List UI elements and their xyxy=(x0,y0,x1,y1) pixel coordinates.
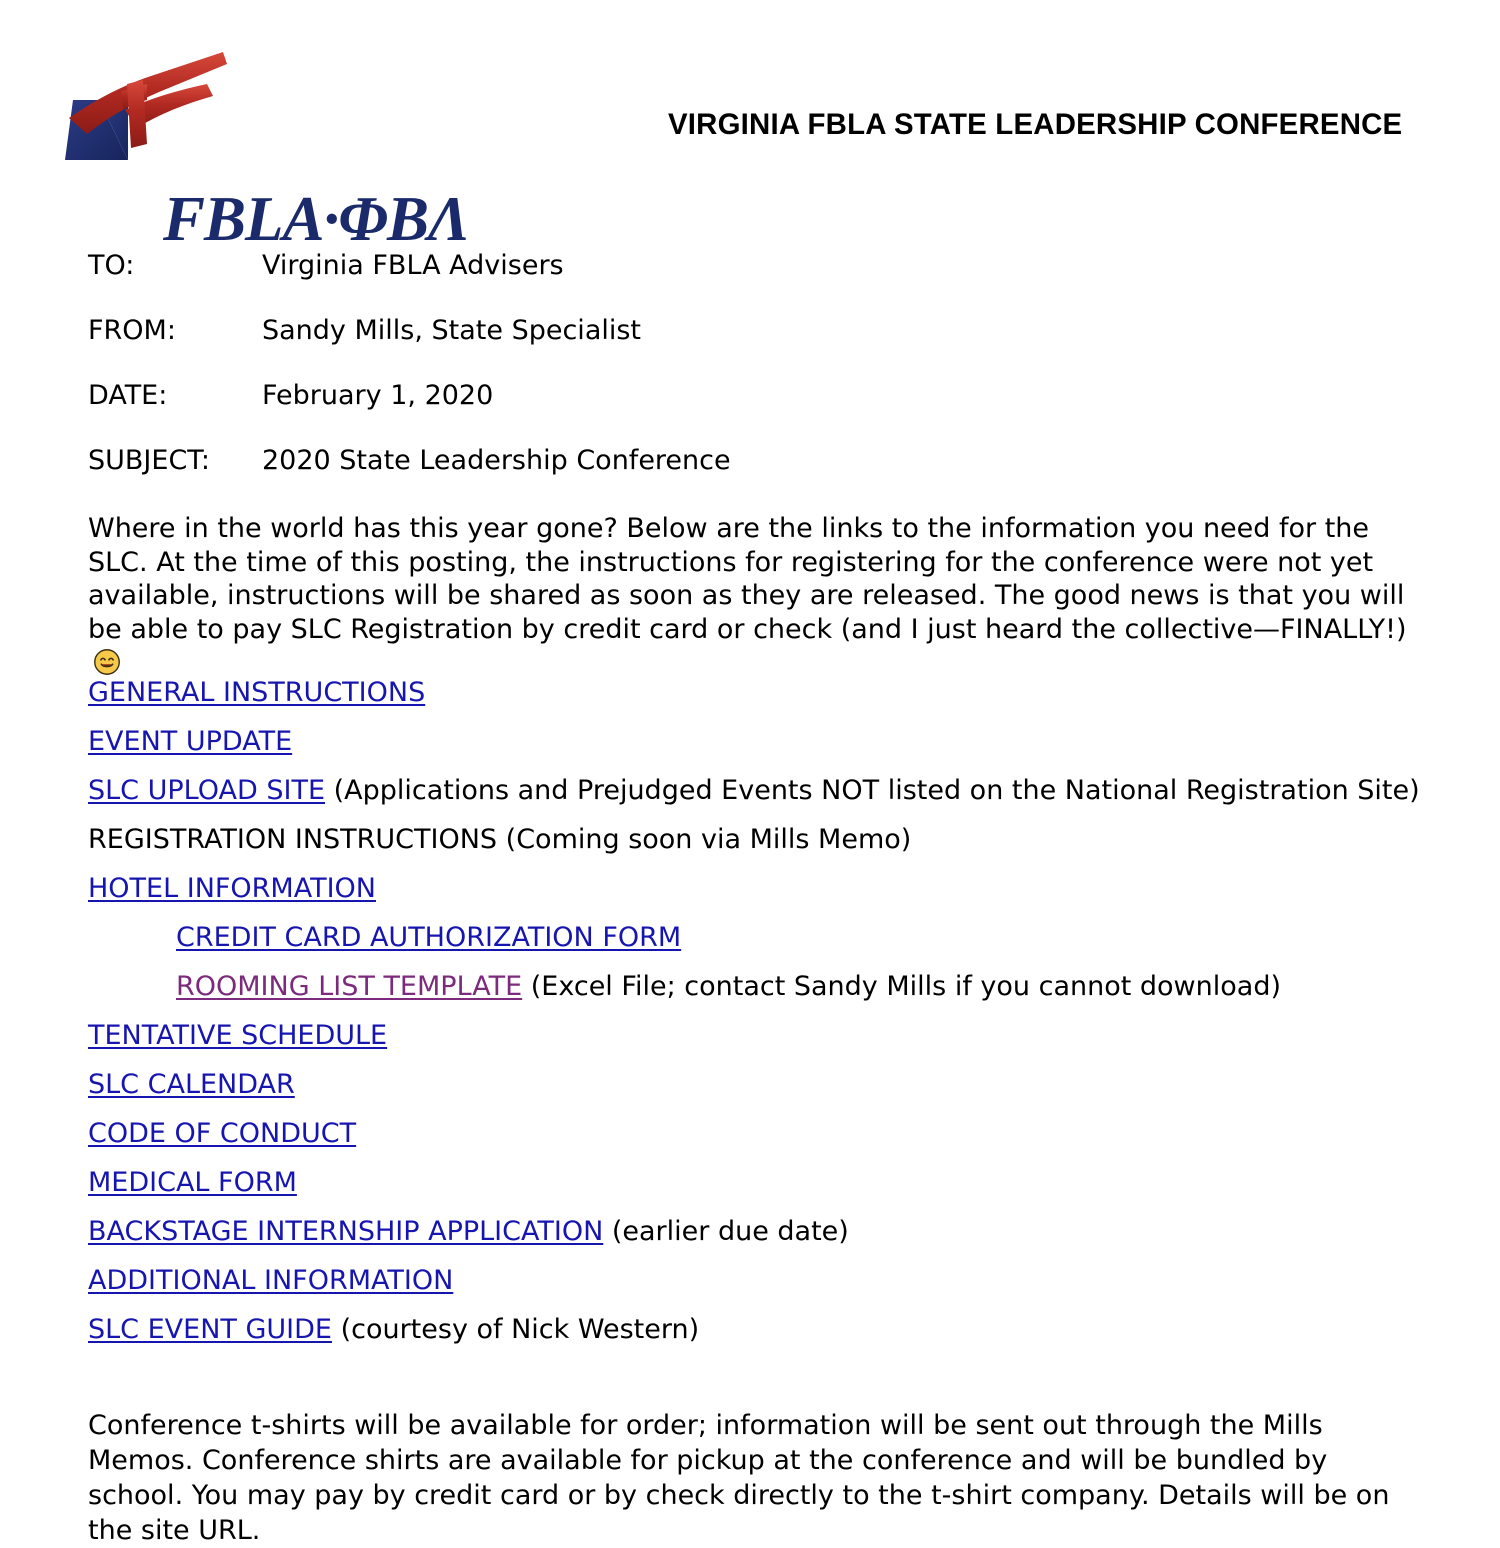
resource-links-list xyxy=(88,678,1418,1364)
link-tentative-schedule[interactable]: TENTATIVE SCHEDULE xyxy=(88,1020,388,1051)
memo-label-date: DATE: xyxy=(88,380,168,411)
link-additional-information[interactable]: ADDITIONAL INFORMATION xyxy=(88,1265,454,1296)
list-item xyxy=(88,923,1418,972)
list-item xyxy=(88,1070,1418,1119)
link-note-slc-upload-site: (Applications and Prejudged Events NOT listed on the National Registration Site) xyxy=(325,775,1420,806)
intro-paragraph xyxy=(88,512,1408,680)
list-item xyxy=(88,825,1418,874)
list-item xyxy=(88,1021,1418,1070)
link-general-instructions[interactable]: GENERAL INSTRUCTIONS xyxy=(88,677,426,708)
memo-value-to: Virginia FBLA Advisers xyxy=(262,250,564,281)
list-item xyxy=(88,1315,1418,1364)
text-registration-instructions: REGISTRATION INSTRUCTIONS xyxy=(88,824,498,855)
list-item xyxy=(88,972,1418,1021)
fbla-pbl-wordmark: FBLA·ΦBΛ xyxy=(163,184,470,254)
link-medical-form[interactable]: MEDICAL FORM xyxy=(88,1167,297,1198)
closing-paragraph: Conference t-shirts will be available for order; information will be sent out through the Mills Memos. Conference shirts are available for pickup at the conference and will be bundled by school. You may pay by credit card or by check directly to the t-shirt company. Details will be on the site URL. xyxy=(88,1410,1390,1546)
link-slc-event-guide[interactable]: SLC EVENT GUIDE xyxy=(88,1314,332,1345)
memo-header-block xyxy=(88,250,1418,510)
link-note-registration-instructions: (Coming soon via Mills Memo) xyxy=(497,824,912,855)
link-code-of-conduct[interactable]: CODE OF CONDUCT xyxy=(88,1118,357,1149)
memo-row-date xyxy=(88,380,1418,445)
list-item xyxy=(88,1168,1418,1217)
list-item xyxy=(88,1266,1418,1315)
list-item xyxy=(88,727,1418,776)
list-item xyxy=(88,1217,1418,1266)
memo-value-subject: 2020 State Leadership Conference xyxy=(262,445,731,476)
memo-label-subject: SUBJECT: xyxy=(88,445,210,476)
list-item xyxy=(88,1119,1418,1168)
list-item xyxy=(88,874,1418,923)
memo-row-to xyxy=(88,250,1418,315)
link-slc-calendar[interactable]: SLC CALENDAR xyxy=(88,1069,295,1100)
link-event-update[interactable]: EVENT UPDATE xyxy=(88,726,293,757)
link-note-backstage-internship-application: (earlier due date) xyxy=(603,1216,849,1247)
link-hotel-information[interactable]: HOTEL INFORMATION xyxy=(88,873,377,904)
memo-row-from xyxy=(88,315,1418,380)
memo-value-date: February 1, 2020 xyxy=(262,380,494,411)
memo-label-from: FROM: xyxy=(88,315,176,346)
memo-label-to: TO: xyxy=(88,250,135,281)
smiling-face-emoji xyxy=(93,648,121,676)
document-header xyxy=(0,0,1500,254)
link-note-slc-event-guide: (courtesy of Nick Western) xyxy=(331,1314,700,1345)
list-item xyxy=(88,678,1418,727)
fbla-pbl-logo xyxy=(55,48,470,254)
link-credit-card-authorization-form[interactable]: CREDIT CARD AUTHORIZATION FORM xyxy=(176,922,682,953)
memo-row-subject xyxy=(88,445,1418,510)
page-title: VIRGINIA FBLA STATE LEADERSHIP CONFERENCE xyxy=(668,108,1403,141)
link-slc-upload-site[interactable]: SLC UPLOAD SITE xyxy=(88,775,326,806)
fbla-logo-mark xyxy=(55,48,285,173)
link-rooming-list-template[interactable]: ROOMING LIST TEMPLATE xyxy=(176,971,523,1002)
intro-text: Where in the world has this year gone? Below are the links to the information you need for the SLC. At the time of this posting, the instructions for registering for the conference were not yet available, instructions will be shared as soon as they are released. The good news is that you will be able to pay SLC Registration by credit card or check (and I just heard the collective—FINALLY!) xyxy=(88,513,1407,645)
fbla-logo-svg xyxy=(55,48,285,173)
memo-value-from: Sandy Mills, State Specialist xyxy=(262,315,642,346)
link-backstage-internship-application[interactable]: BACKSTAGE INTERNSHIP APPLICATION xyxy=(88,1216,604,1247)
link-note-rooming-list-template: (Excel File; contact Sandy Mills if you cannot download) xyxy=(522,971,1281,1002)
list-item xyxy=(88,776,1418,825)
